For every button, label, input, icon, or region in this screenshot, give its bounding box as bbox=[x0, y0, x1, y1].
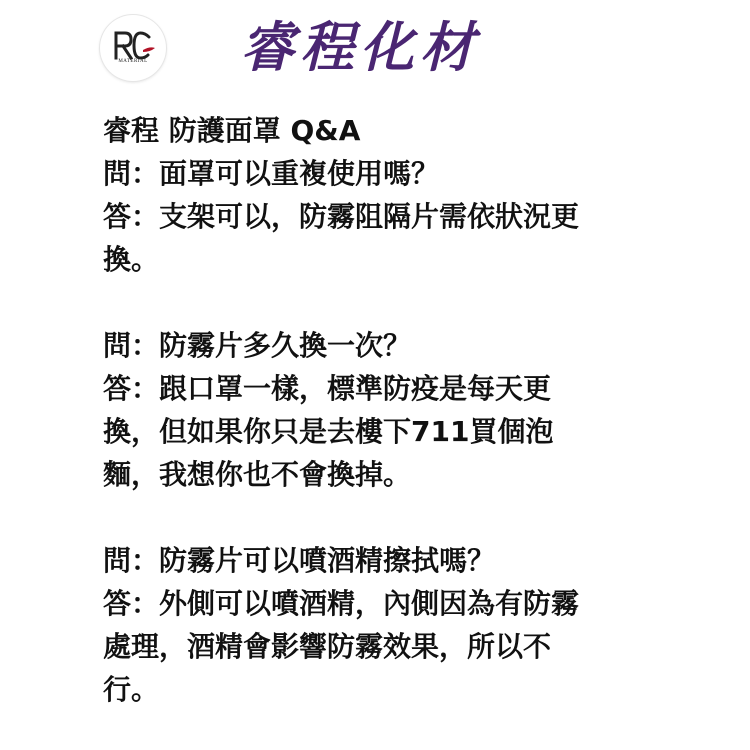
question-line: 問：防霧片多久換一次？ bbox=[103, 329, 412, 362]
answer-line: 答：外側可以噴酒精，內側因為有防霧 bbox=[103, 587, 580, 620]
answer-line: 換。 bbox=[103, 243, 160, 276]
logo-subtitle: MATERIAL bbox=[118, 59, 148, 64]
question-line: 問：防霧片可以噴酒精擦拭嗎？ bbox=[103, 544, 496, 577]
document-title: 睿程 防護面罩 Q&A bbox=[103, 114, 361, 147]
company-logo bbox=[100, 15, 166, 81]
answer-line: 答：跟口罩一樣，標準防疫是每天更 bbox=[103, 372, 552, 405]
answer-line: 處理，酒精會影響防霧效果，所以不 bbox=[103, 630, 552, 663]
rc-logo-icon bbox=[100, 15, 166, 81]
answer-line: 換，但如果你只是去樓下711買個泡 bbox=[103, 415, 554, 448]
question-line: 問：面罩可以重複使用嗎？ bbox=[103, 157, 440, 190]
answer-line: 答：支架可以，防霧阻隔片需依狀況更 bbox=[103, 200, 580, 233]
paragraph-gap bbox=[103, 496, 663, 539]
answer-line: 行。 bbox=[103, 673, 160, 706]
header bbox=[0, 0, 750, 100]
paragraph-gap bbox=[103, 281, 663, 324]
answer-line: 麵，我想你也不會換掉。 bbox=[103, 458, 412, 491]
qa-document bbox=[103, 109, 663, 711]
brand-title: 睿程化材 bbox=[240, 15, 480, 79]
